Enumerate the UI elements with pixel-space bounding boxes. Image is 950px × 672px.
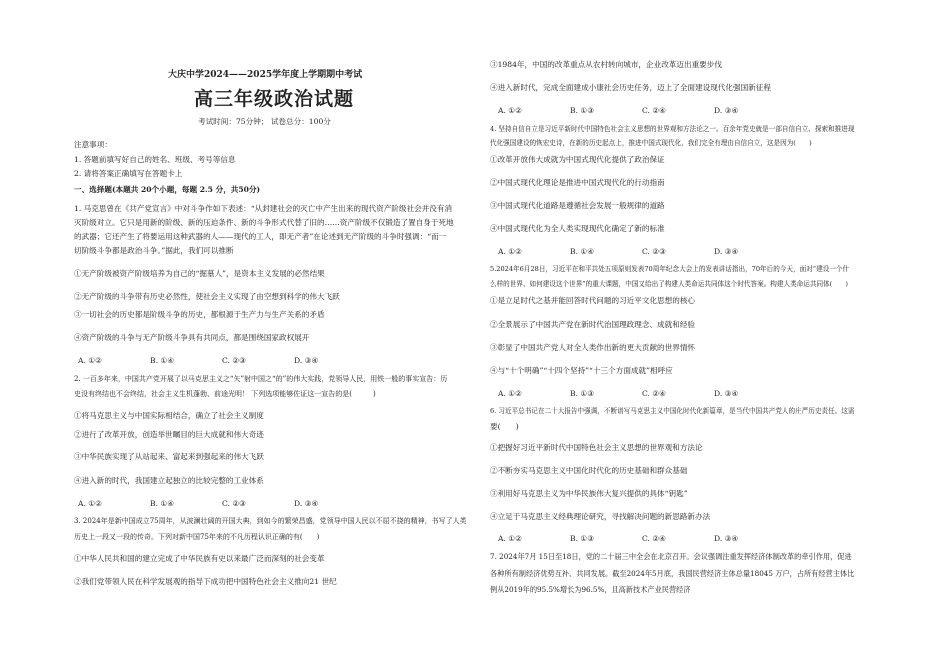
- q6-choice: ①把握好习近平新时代中国特色社会主义思想的世界观和方法论: [490, 443, 703, 452]
- q5-stem-line: 么样的世界、如何建设这个世界”的重大课题，中国又给出了构建人类命运共同体这个时代答案。构建人类命运共同体( ): [490, 280, 848, 288]
- q3-options: [498, 106, 786, 116]
- q4-choice: ④中国式现代化为全人类实现现代化确定了新的标准: [490, 224, 665, 233]
- q1-option-b[interactable]: B. ①④: [150, 356, 175, 365]
- q5-choice: ④与“十个明确”“十四个坚持”“十三个方面成就”相呼应: [490, 366, 673, 375]
- q3-stem-line: 历史上一段又一段的传奇。下列对新中国75年来的不凡历程认识正确的有( ): [74, 533, 320, 541]
- section-heading: 一、选择题(本题共 20个小题，每题 2.5 分，共50分): [74, 185, 261, 194]
- q6-stem-line: 要( ): [490, 422, 519, 431]
- q5-choice: ③彰显了中国共产党人对全人类作出新的更大贡献的世界情怀: [490, 343, 696, 352]
- q6-choice: ②不断夯实马克思主义中国化时代化的历史基础和群众基础: [490, 466, 688, 475]
- q2-option-a[interactable]: A. ①②: [78, 499, 102, 508]
- q4-option-a[interactable]: A. ①②: [498, 247, 522, 256]
- q1-choice: ②无产阶级的斗争带有历史必然性，使社会主义实现了由空想到科学的伟大飞跃: [74, 292, 340, 301]
- q2-option-b[interactable]: B. ①④: [150, 499, 175, 508]
- q6-choice: ③利用好马克思主义为中华民族伟大复兴提供的具体“钥匙”: [490, 489, 688, 498]
- notes-heading: 注意事项：: [74, 140, 112, 149]
- q2-stem-line: 2. 一百多年来，中国共产党开展了以马克思主义之“矢”射中国之“的”的伟大实践，党领导人民，用铁一般的事实宣告：历: [74, 375, 448, 383]
- q5-options: [498, 389, 786, 399]
- q6-option-b[interactable]: B. ①③: [570, 534, 595, 543]
- q7-stem-line: 各种所有制经济优势互补、共同发展。截至2024年5月底，我国民营经济主体总量18045 万户，占所有经营主体比: [490, 569, 855, 578]
- q1-choice: ④资产阶级的斗争与无产阶级斗争具有共同点，都是围绕国家政权展开: [74, 333, 310, 342]
- q3-choice: ④进入新时代，完成全面建成小康社会历史任务，迈上了全面建设现代化强国新征程: [490, 83, 771, 92]
- school-line: 大庆中学2024——2025学年度上学期期中考试: [168, 70, 363, 80]
- q1-choice: ③一切社会的历史都是阶级斗争的历史，都根源于生产力与生产关系的矛盾: [74, 310, 325, 319]
- q2-choice: ④进入新的时代，我国建立起独立的比较完整的工业体系: [74, 476, 264, 485]
- q1-stem-line: 1. 马克思曾在《共产党宣言》中对斗争作如下表述：“从封建社会的灭亡中产生出来的现代资产阶级社会并没有消: [74, 204, 453, 213]
- q3-stem-line: 3. 2024年是新中国成立75周年，从波澜壮阔的开国大典，到如今的繁荣昌盛，党领导中国人民以不屈不挠的精神，书写了人类: [74, 517, 467, 525]
- q5-choice: ①是立足时代之基并能回答时代问题的习近平文化思想的核心: [490, 296, 696, 305]
- q6-options: [498, 534, 786, 544]
- q3-option-d[interactable]: D. ③④: [714, 106, 739, 115]
- q5-choice: ②全景展示了中国共产党在新时代治国理政理念、成就和经验: [490, 320, 696, 329]
- exam-info: 考试时间：75分钟； 试卷总分：100分: [198, 117, 331, 126]
- q4-options: [498, 247, 786, 257]
- q5-option-c[interactable]: C. ②④: [642, 389, 666, 398]
- q1-option-d[interactable]: D. ③④: [294, 356, 319, 365]
- q5-stem-line: 5.2024年6月28日，习近平在和平共处五项原则发表70周年纪念大会上的发表讲话指出，70年后的今天，面对“建设一个什: [490, 265, 850, 273]
- q3-choice: ①中华人民共和国的建立完成了中华民族有史以来最广泛而深刻的社会变革: [74, 554, 325, 563]
- q3-choice: ②我们党带领人民在科学发展观的指导下成功把中国特色社会主义推向21 世纪: [74, 577, 337, 586]
- q1-stem-line: 灭阶级对立。它只是用新的阶级、新的压迫条件、新的斗争形式代替了旧的……资产阶级不仅锻造了置自身于死地: [74, 218, 454, 227]
- q4-stem-line: 4. 坚持自信自立是习近平新时代中国特色社会主义思想的世界观和方法论之一。百余年党史就是一部自信自立、探索和推进现: [490, 125, 855, 133]
- q4-option-b[interactable]: B. ①④: [570, 247, 595, 256]
- q1-option-a[interactable]: A. ①②: [78, 356, 102, 365]
- q5-option-a[interactable]: A. ①②: [498, 389, 522, 398]
- q6-option-a[interactable]: A. ①②: [498, 534, 522, 543]
- q2-choice: ②进行了改革开放，创造举世瞩目的巨大成就和伟大奇迹: [74, 430, 264, 439]
- q2-stem-line: 史没有终结也不会终结，社会主义生机蓬勃、前途光明！ 下列选项能够佐证这一宣告的是( ): [74, 390, 376, 398]
- q1-option-c[interactable]: C. ②③: [222, 356, 246, 365]
- q1-stem-line: 的武器；它还产生了将要运用这种武器的人——现代的工人，即无产者”在论述到无产阶级的斗争时强调：“而一: [74, 232, 447, 241]
- note-item: 2. 请将答案正确填写在答题卡上: [74, 169, 183, 178]
- note-item: 1. 答题前填写好自己的姓名、班级、考号等信息: [74, 155, 236, 164]
- q7-stem-line: 例从2019年的95.5%增长为96.5%，且高新技术产业民营经济: [490, 585, 691, 594]
- q1-stem-line: 切阶级斗争都是政治斗争。”据此，我们可以推断: [74, 246, 234, 255]
- q3-option-b[interactable]: B. ①③: [570, 106, 595, 115]
- q3-option-a[interactable]: A. ①②: [498, 106, 522, 115]
- q5-option-d[interactable]: D. ③④: [714, 389, 739, 398]
- q5-option-b[interactable]: B. ①③: [570, 389, 595, 398]
- q6-stem-line: 6. 习近平总书记在二十大报告中强调，不断谱写马克思主义中国化时代化新篇章，是当代中国共产党人的庄严历史责任。这需: [490, 407, 855, 415]
- q6-choice: ④立足于马克思主义经典理论研究，寻找解决问题的新思路新办法: [490, 512, 711, 521]
- q3-option-c[interactable]: C. ②④: [642, 106, 666, 115]
- q4-option-d[interactable]: D. ③④: [714, 247, 739, 256]
- q2-choice: ①将马克思主义与中国实际相结合，确立了社会主义制度: [74, 411, 264, 420]
- q2-choice: ③中华民族实现了从站起来、富起来到强起来的伟大飞跃: [74, 452, 264, 461]
- q4-choice: ②中国式现代化理论是推进中国式现代化的行动指南: [490, 178, 665, 187]
- q4-choice: ①改革开放伟大成就为中国式现代化提供了政治保证: [490, 155, 665, 164]
- q3-choice: ③1984年，中国的改革重点从农村转向城市，企业改革迈出重要步伐: [490, 60, 722, 69]
- q1-options: [78, 356, 366, 366]
- q2-option-c[interactable]: C. ②③: [222, 499, 246, 508]
- q4-stem-line: 代化强国建设的恢宏史诗，在新的历史起点上，推进中国式现代化，我们完全有理由自信自立，这是因为( ): [490, 139, 812, 147]
- q4-choice: ③中国式现代化道路是遵循社会发展一般规律的道路: [490, 201, 665, 210]
- q6-option-c[interactable]: C. ②④: [642, 534, 666, 543]
- q1-choice: ①无产阶级被资产阶级培养为自己的“掘墓人”，是资本主义发展的必然结果: [74, 269, 325, 278]
- q4-option-c[interactable]: C. ②③: [642, 247, 666, 256]
- q7-stem-line: 7. 2024年7月 15日至18日，党的二十届三中全会在北京召开。会议强调注重发挥经济体制改革的牵引作用，促进: [490, 552, 852, 561]
- q6-option-d[interactable]: D. ③④: [714, 534, 739, 543]
- q2-options: [78, 499, 366, 509]
- page-title: 高三年级政治试题: [194, 88, 355, 110]
- q2-option-d[interactable]: D. ③④: [294, 499, 319, 508]
